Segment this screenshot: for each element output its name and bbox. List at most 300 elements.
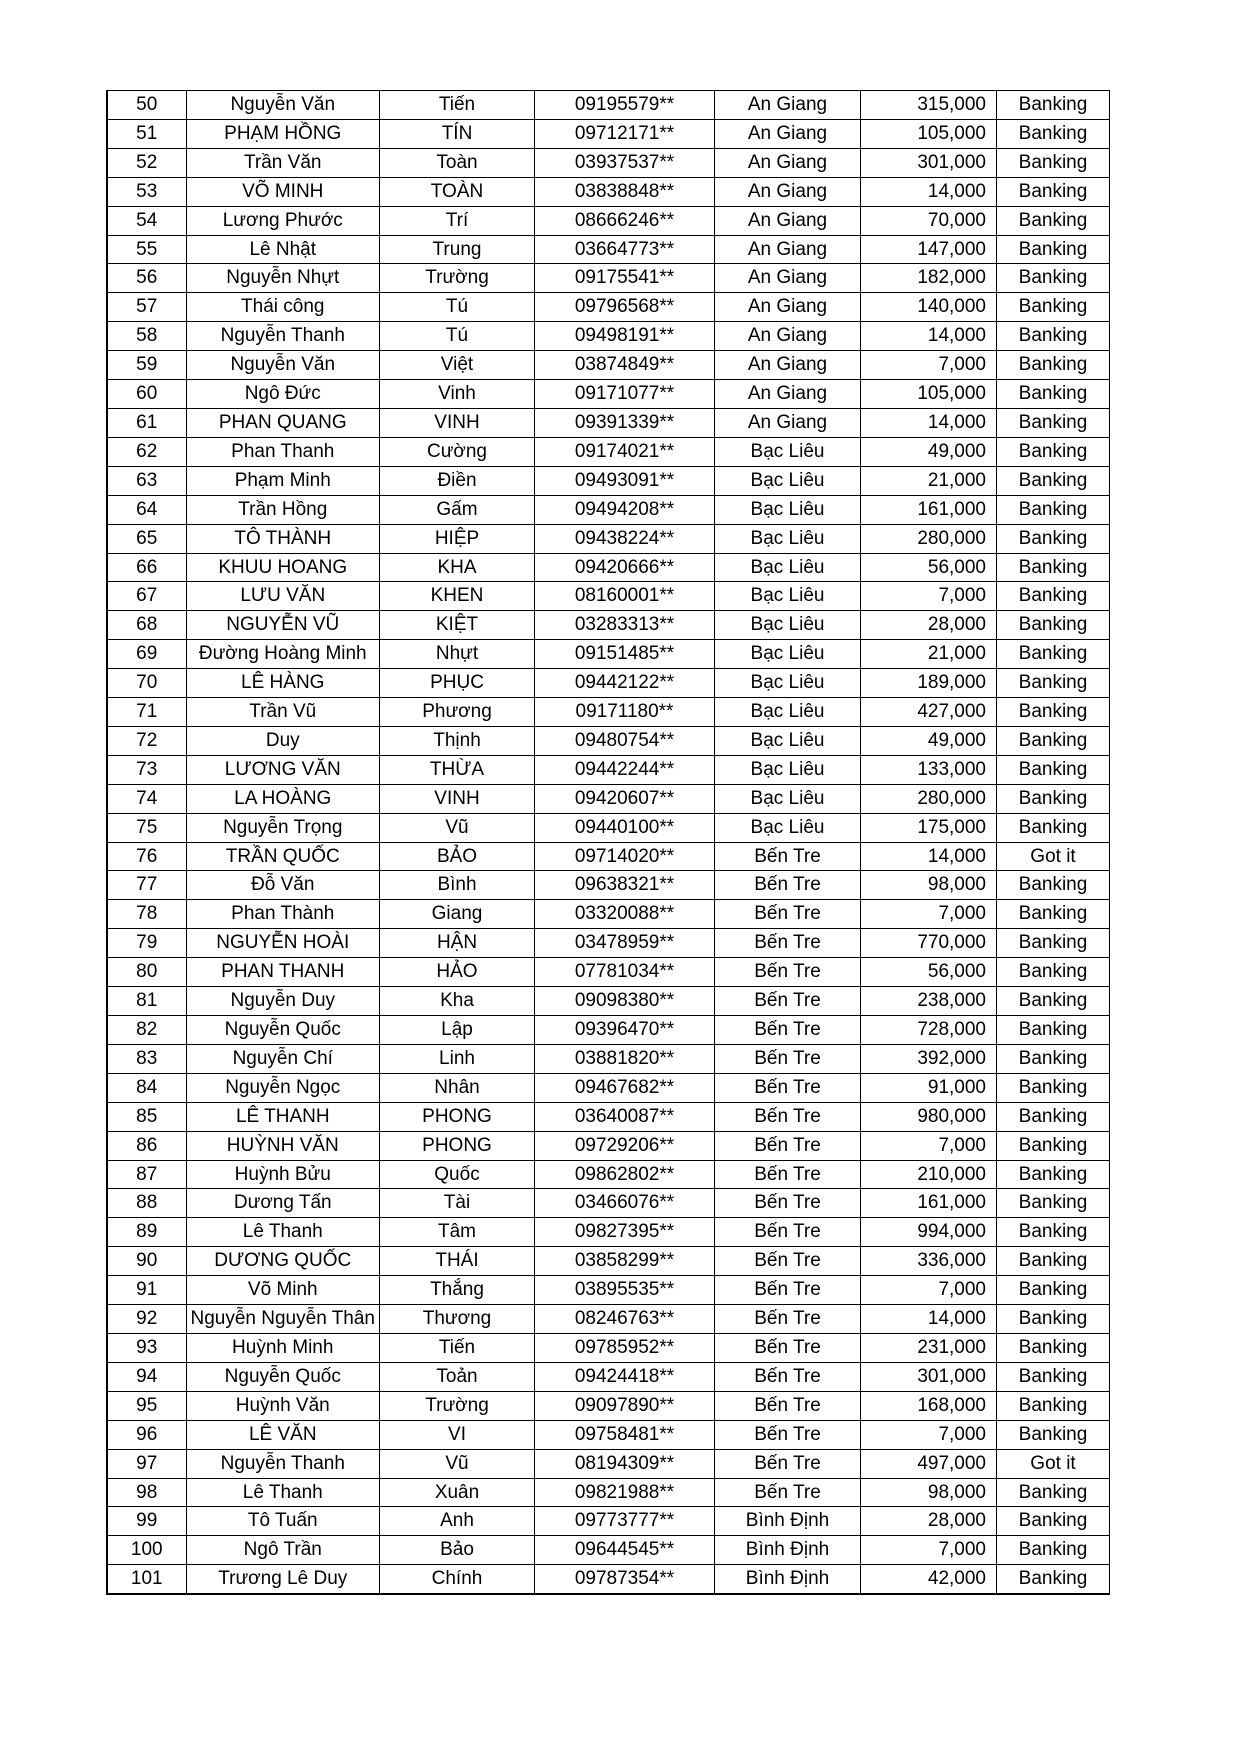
last-middle-name-cell: Nguyễn Thanh <box>186 1449 380 1478</box>
payment-method-cell: Banking <box>997 466 1110 495</box>
table-row <box>107 1160 1110 1189</box>
payment-method-cell: Banking <box>997 813 1110 842</box>
first-name-cell: Kha <box>380 987 535 1016</box>
row-number-cell: 61 <box>107 408 186 437</box>
amount-cell: 770,000 <box>861 929 997 958</box>
province-cell: An Giang <box>715 293 861 322</box>
table-row <box>107 1449 1110 1478</box>
table-row <box>107 322 1110 351</box>
last-middle-name-cell: Tô Tuấn <box>186 1507 380 1536</box>
first-name-cell: TOÀN <box>380 177 535 206</box>
last-middle-name-cell: Trần Vũ <box>186 698 380 727</box>
amount-cell: 14,000 <box>861 408 997 437</box>
phone-number-cell: 09498191** <box>535 322 715 351</box>
phone-number-cell: 03466076** <box>535 1189 715 1218</box>
payment-method-cell: Banking <box>997 582 1110 611</box>
table-row <box>107 1016 1110 1045</box>
province-cell: Bạc Liêu <box>715 524 861 553</box>
row-number-cell: 70 <box>107 669 186 698</box>
last-middle-name-cell: Lê Nhật <box>186 235 380 264</box>
province-cell: Bạc Liêu <box>715 669 861 698</box>
province-cell: Bến Tre <box>715 1247 861 1276</box>
first-name-cell: Bảo <box>380 1536 535 1565</box>
table-row <box>107 1247 1110 1276</box>
row-number-cell: 75 <box>107 813 186 842</box>
amount-cell: 140,000 <box>861 293 997 322</box>
first-name-cell: Điền <box>380 466 535 495</box>
table-row <box>107 91 1110 120</box>
table-row <box>107 784 1110 813</box>
last-middle-name-cell: Duy <box>186 726 380 755</box>
last-middle-name-cell: Ngô Đức <box>186 380 380 409</box>
province-cell: An Giang <box>715 235 861 264</box>
phone-number-cell: 03664773** <box>535 235 715 264</box>
table-row <box>107 264 1110 293</box>
last-middle-name-cell: Đường Hoàng Minh <box>186 640 380 669</box>
first-name-cell: Vũ <box>380 813 535 842</box>
table-row <box>107 669 1110 698</box>
row-number-cell: 56 <box>107 264 186 293</box>
first-name-cell: Việt <box>380 351 535 380</box>
amount-cell: 980,000 <box>861 1102 997 1131</box>
phone-number-cell: 08194309** <box>535 1449 715 1478</box>
last-middle-name-cell: Võ Minh <box>186 1276 380 1305</box>
amount-cell: 427,000 <box>861 698 997 727</box>
phone-number-cell: 09787354** <box>535 1565 715 1594</box>
first-name-cell: Thịnh <box>380 726 535 755</box>
table-row <box>107 582 1110 611</box>
first-name-cell: KHA <box>380 553 535 582</box>
payment-method-cell: Banking <box>997 1218 1110 1247</box>
payment-method-cell: Banking <box>997 611 1110 640</box>
row-number-cell: 97 <box>107 1449 186 1478</box>
phone-number-cell: 03478959** <box>535 929 715 958</box>
amount-cell: 231,000 <box>861 1333 997 1362</box>
first-name-cell: Tú <box>380 293 535 322</box>
first-name-cell: VINH <box>380 408 535 437</box>
payment-method-cell: Banking <box>997 1478 1110 1507</box>
phone-number-cell: 09396470** <box>535 1016 715 1045</box>
province-cell: Bến Tre <box>715 1276 861 1305</box>
last-middle-name-cell: Đỗ Văn <box>186 871 380 900</box>
phone-number-cell: 09424418** <box>535 1362 715 1391</box>
phone-number-cell: 09151485** <box>535 640 715 669</box>
first-name-cell: Lập <box>380 1016 535 1045</box>
amount-cell: 280,000 <box>861 524 997 553</box>
row-number-cell: 90 <box>107 1247 186 1276</box>
payment-method-cell: Got it <box>997 1449 1110 1478</box>
first-name-cell: BẢO <box>380 842 535 871</box>
row-number-cell: 71 <box>107 698 186 727</box>
table-row <box>107 553 1110 582</box>
province-cell: Bến Tre <box>715 1189 861 1218</box>
first-name-cell: Vũ <box>380 1449 535 1478</box>
row-number-cell: 53 <box>107 177 186 206</box>
row-number-cell: 100 <box>107 1536 186 1565</box>
first-name-cell: HẢO <box>380 958 535 987</box>
row-number-cell: 63 <box>107 466 186 495</box>
amount-cell: 7,000 <box>861 1131 997 1160</box>
amount-cell: 98,000 <box>861 871 997 900</box>
row-number-cell: 58 <box>107 322 186 351</box>
phone-number-cell: 09171077** <box>535 380 715 409</box>
amount-cell: 70,000 <box>861 206 997 235</box>
last-middle-name-cell: Nguyễn Quốc <box>186 1016 380 1045</box>
payment-method-cell: Banking <box>997 929 1110 958</box>
last-middle-name-cell: HUỲNH VĂN <box>186 1131 380 1160</box>
province-cell: Bến Tre <box>715 987 861 1016</box>
first-name-cell: Linh <box>380 1044 535 1073</box>
payment-method-cell: Banking <box>997 1391 1110 1420</box>
last-middle-name-cell: LƯƠNG VĂN <box>186 755 380 784</box>
table-row <box>107 437 1110 466</box>
province-cell: An Giang <box>715 264 861 293</box>
province-cell: An Giang <box>715 408 861 437</box>
payment-method-cell: Banking <box>997 206 1110 235</box>
row-number-cell: 81 <box>107 987 186 1016</box>
phone-number-cell: 03838848** <box>535 177 715 206</box>
amount-cell: 7,000 <box>861 1420 997 1449</box>
prize-list-table <box>106 90 1110 1595</box>
row-number-cell: 78 <box>107 900 186 929</box>
phone-number-cell: 09714020** <box>535 842 715 871</box>
amount-cell: 301,000 <box>861 148 997 177</box>
amount-cell: 7,000 <box>861 900 997 929</box>
first-name-cell: Xuân <box>380 1478 535 1507</box>
phone-number-cell: 09773777** <box>535 1507 715 1536</box>
phone-number-cell: 08246763** <box>535 1305 715 1334</box>
province-cell: Bạc Liêu <box>715 611 861 640</box>
payment-method-cell: Banking <box>997 119 1110 148</box>
amount-cell: 14,000 <box>861 177 997 206</box>
payment-method-cell: Banking <box>997 900 1110 929</box>
province-cell: Bạc Liêu <box>715 755 861 784</box>
province-cell: Bến Tre <box>715 1333 861 1362</box>
payment-method-cell: Banking <box>997 1276 1110 1305</box>
province-cell: Bến Tre <box>715 1362 861 1391</box>
phone-number-cell: 09442244** <box>535 755 715 784</box>
amount-cell: 28,000 <box>861 1507 997 1536</box>
amount-cell: 14,000 <box>861 842 997 871</box>
payment-method-cell: Banking <box>997 784 1110 813</box>
first-name-cell: Tâm <box>380 1218 535 1247</box>
table-row <box>107 206 1110 235</box>
row-number-cell: 76 <box>107 842 186 871</box>
phone-number-cell: 03881820** <box>535 1044 715 1073</box>
province-cell: Bạc Liêu <box>715 553 861 582</box>
first-name-cell: KHEN <box>380 582 535 611</box>
phone-number-cell: 09440100** <box>535 813 715 842</box>
province-cell: Bến Tre <box>715 900 861 929</box>
table-row <box>107 466 1110 495</box>
table-row <box>107 1565 1110 1594</box>
payment-method-cell: Banking <box>997 1362 1110 1391</box>
table-row <box>107 1276 1110 1305</box>
table-row <box>107 871 1110 900</box>
province-cell: An Giang <box>715 119 861 148</box>
province-cell: An Giang <box>715 91 861 120</box>
province-cell: An Giang <box>715 148 861 177</box>
payment-method-cell: Banking <box>997 1160 1110 1189</box>
row-number-cell: 94 <box>107 1362 186 1391</box>
payment-method-cell: Banking <box>997 293 1110 322</box>
first-name-cell: Thắng <box>380 1276 535 1305</box>
amount-cell: 7,000 <box>861 351 997 380</box>
payment-method-cell: Banking <box>997 987 1110 1016</box>
phone-number-cell: 07781034** <box>535 958 715 987</box>
row-number-cell: 73 <box>107 755 186 784</box>
phone-number-cell: 09175541** <box>535 264 715 293</box>
row-number-cell: 96 <box>107 1420 186 1449</box>
table-row <box>107 1362 1110 1391</box>
amount-cell: 238,000 <box>861 987 997 1016</box>
first-name-cell: Chính <box>380 1565 535 1594</box>
first-name-cell: VI <box>380 1420 535 1449</box>
table-row <box>107 1189 1110 1218</box>
amount-cell: 210,000 <box>861 1160 997 1189</box>
phone-number-cell: 09420607** <box>535 784 715 813</box>
payment-method-cell: Banking <box>997 1247 1110 1276</box>
payment-method-cell: Banking <box>997 871 1110 900</box>
province-cell: Bến Tre <box>715 1016 861 1045</box>
first-name-cell: Tú <box>380 322 535 351</box>
first-name-cell: Nhân <box>380 1073 535 1102</box>
last-middle-name-cell: LA HOÀNG <box>186 784 380 813</box>
payment-method-cell: Got it <box>997 842 1110 871</box>
row-number-cell: 93 <box>107 1333 186 1362</box>
table-row <box>107 755 1110 784</box>
first-name-cell: Toản <box>380 1362 535 1391</box>
amount-cell: 168,000 <box>861 1391 997 1420</box>
province-cell: Bình Định <box>715 1507 861 1536</box>
table-row <box>107 235 1110 264</box>
table-row <box>107 495 1110 524</box>
province-cell: Bạc Liêu <box>715 495 861 524</box>
phone-number-cell: 09712171** <box>535 119 715 148</box>
first-name-cell: HIỆP <box>380 524 535 553</box>
amount-cell: 42,000 <box>861 1565 997 1594</box>
amount-cell: 49,000 <box>861 437 997 466</box>
payment-method-cell: Banking <box>997 755 1110 784</box>
first-name-cell: Cường <box>380 437 535 466</box>
phone-number-cell: 09494208** <box>535 495 715 524</box>
phone-number-cell: 03640087** <box>535 1102 715 1131</box>
row-number-cell: 64 <box>107 495 186 524</box>
table-row <box>107 611 1110 640</box>
province-cell: Bạc Liêu <box>715 698 861 727</box>
table-row <box>107 1391 1110 1420</box>
row-number-cell: 59 <box>107 351 186 380</box>
amount-cell: 392,000 <box>861 1044 997 1073</box>
last-middle-name-cell: Lê Thanh <box>186 1478 380 1507</box>
last-middle-name-cell: LÊ THANH <box>186 1102 380 1131</box>
first-name-cell: Bình <box>380 871 535 900</box>
row-number-cell: 85 <box>107 1102 186 1131</box>
phone-number-cell: 09391339** <box>535 408 715 437</box>
province-cell: An Giang <box>715 351 861 380</box>
row-number-cell: 51 <box>107 119 186 148</box>
row-number-cell: 65 <box>107 524 186 553</box>
last-middle-name-cell: Ngô Trần <box>186 1536 380 1565</box>
last-middle-name-cell: Nguyễn Quốc <box>186 1362 380 1391</box>
payment-method-cell: Banking <box>997 669 1110 698</box>
table-row <box>107 1478 1110 1507</box>
table-row <box>107 177 1110 206</box>
last-middle-name-cell: LÊ VĂN <box>186 1420 380 1449</box>
first-name-cell: Nhựt <box>380 640 535 669</box>
row-number-cell: 66 <box>107 553 186 582</box>
amount-cell: 56,000 <box>861 958 997 987</box>
table-row <box>107 726 1110 755</box>
amount-cell: 175,000 <box>861 813 997 842</box>
last-middle-name-cell: Nguyễn Văn <box>186 91 380 120</box>
last-middle-name-cell: TÔ THÀNH <box>186 524 380 553</box>
first-name-cell: Thương <box>380 1305 535 1334</box>
table-row <box>107 1305 1110 1334</box>
payment-method-cell: Banking <box>997 322 1110 351</box>
row-number-cell: 69 <box>107 640 186 669</box>
payment-method-cell: Banking <box>997 351 1110 380</box>
first-name-cell: Giang <box>380 900 535 929</box>
phone-number-cell: 09097890** <box>535 1391 715 1420</box>
row-number-cell: 57 <box>107 293 186 322</box>
phone-number-cell: 03320088** <box>535 900 715 929</box>
province-cell: Bạc Liêu <box>715 726 861 755</box>
phone-number-cell: 09174021** <box>535 437 715 466</box>
last-middle-name-cell: Nguyễn Nguyễn Thân <box>186 1305 380 1334</box>
amount-cell: 105,000 <box>861 119 997 148</box>
first-name-cell: HẬN <box>380 929 535 958</box>
phone-number-cell: 09785952** <box>535 1333 715 1362</box>
last-middle-name-cell: VÕ MINH <box>186 177 380 206</box>
amount-cell: 7,000 <box>861 582 997 611</box>
table-row <box>107 524 1110 553</box>
amount-cell: 161,000 <box>861 495 997 524</box>
table-body <box>107 91 1110 1595</box>
payment-method-cell: Banking <box>997 1073 1110 1102</box>
row-number-cell: 55 <box>107 235 186 264</box>
phone-number-cell: 03937537** <box>535 148 715 177</box>
row-number-cell: 52 <box>107 148 186 177</box>
last-middle-name-cell: PHẠM HỒNG <box>186 119 380 148</box>
amount-cell: 28,000 <box>861 611 997 640</box>
first-name-cell: Trí <box>380 206 535 235</box>
province-cell: Bình Định <box>715 1565 861 1594</box>
row-number-cell: 101 <box>107 1565 186 1594</box>
amount-cell: 14,000 <box>861 1305 997 1334</box>
row-number-cell: 87 <box>107 1160 186 1189</box>
phone-number-cell: 08666246** <box>535 206 715 235</box>
phone-number-cell: 03283313** <box>535 611 715 640</box>
payment-method-cell: Banking <box>997 437 1110 466</box>
province-cell: An Giang <box>715 380 861 409</box>
amount-cell: 189,000 <box>861 669 997 698</box>
first-name-cell: PHONG <box>380 1102 535 1131</box>
row-number-cell: 72 <box>107 726 186 755</box>
first-name-cell: Toàn <box>380 148 535 177</box>
last-middle-name-cell: Nguyễn Ngọc <box>186 1073 380 1102</box>
table-row <box>107 958 1110 987</box>
phone-number-cell: 09442122** <box>535 669 715 698</box>
payment-method-cell: Banking <box>997 1536 1110 1565</box>
phone-number-cell: 09644545** <box>535 1536 715 1565</box>
payment-method-cell: Banking <box>997 1131 1110 1160</box>
province-cell: Bến Tre <box>715 1160 861 1189</box>
province-cell: Bến Tre <box>715 1073 861 1102</box>
last-middle-name-cell: Phan Thanh <box>186 437 380 466</box>
payment-method-cell: Banking <box>997 148 1110 177</box>
payment-method-cell: Banking <box>997 698 1110 727</box>
first-name-cell: PHONG <box>380 1131 535 1160</box>
province-cell: An Giang <box>715 177 861 206</box>
last-middle-name-cell: Nguyễn Duy <box>186 987 380 1016</box>
province-cell: Bạc Liêu <box>715 437 861 466</box>
row-number-cell: 74 <box>107 784 186 813</box>
province-cell: Bạc Liêu <box>715 582 861 611</box>
amount-cell: 147,000 <box>861 235 997 264</box>
first-name-cell: Phương <box>380 698 535 727</box>
phone-number-cell: 09420666** <box>535 553 715 582</box>
amount-cell: 994,000 <box>861 1218 997 1247</box>
phone-number-cell: 09098380** <box>535 987 715 1016</box>
amount-cell: 49,000 <box>861 726 997 755</box>
province-cell: Bến Tre <box>715 958 861 987</box>
table-row <box>107 813 1110 842</box>
province-cell: Bến Tre <box>715 1131 861 1160</box>
phone-number-cell: 09827395** <box>535 1218 715 1247</box>
first-name-cell: Trường <box>380 1391 535 1420</box>
phone-number-cell: 09493091** <box>535 466 715 495</box>
payment-method-cell: Banking <box>997 1333 1110 1362</box>
province-cell: An Giang <box>715 322 861 351</box>
row-number-cell: 50 <box>107 91 186 120</box>
phone-number-cell: 03874849** <box>535 351 715 380</box>
phone-number-cell: 09438224** <box>535 524 715 553</box>
amount-cell: 182,000 <box>861 264 997 293</box>
row-number-cell: 67 <box>107 582 186 611</box>
last-middle-name-cell: Lê Thanh <box>186 1218 380 1247</box>
row-number-cell: 95 <box>107 1391 186 1420</box>
first-name-cell: KIỆT <box>380 611 535 640</box>
payment-method-cell: Banking <box>997 1016 1110 1045</box>
first-name-cell: Tài <box>380 1189 535 1218</box>
amount-cell: 728,000 <box>861 1016 997 1045</box>
phone-number-cell: 09862802** <box>535 1160 715 1189</box>
last-middle-name-cell: Trần Hồng <box>186 495 380 524</box>
table-row <box>107 1420 1110 1449</box>
first-name-cell: Tiến <box>380 1333 535 1362</box>
province-cell: Bến Tre <box>715 1218 861 1247</box>
last-middle-name-cell: Dương Tấn <box>186 1189 380 1218</box>
first-name-cell: PHỤC <box>380 669 535 698</box>
amount-cell: 301,000 <box>861 1362 997 1391</box>
row-number-cell: 92 <box>107 1305 186 1334</box>
amount-cell: 161,000 <box>861 1189 997 1218</box>
first-name-cell: THÁI <box>380 1247 535 1276</box>
province-cell: Bến Tre <box>715 1044 861 1073</box>
row-number-cell: 68 <box>107 611 186 640</box>
last-middle-name-cell: PHAN QUANG <box>186 408 380 437</box>
first-name-cell: Quốc <box>380 1160 535 1189</box>
row-number-cell: 83 <box>107 1044 186 1073</box>
province-cell: Bến Tre <box>715 1102 861 1131</box>
table-row <box>107 1536 1110 1565</box>
table-row <box>107 1073 1110 1102</box>
table-row <box>107 640 1110 669</box>
last-middle-name-cell: Nguyễn Trọng <box>186 813 380 842</box>
last-middle-name-cell: LÊ HÀNG <box>186 669 380 698</box>
phone-number-cell: 09467682** <box>535 1073 715 1102</box>
